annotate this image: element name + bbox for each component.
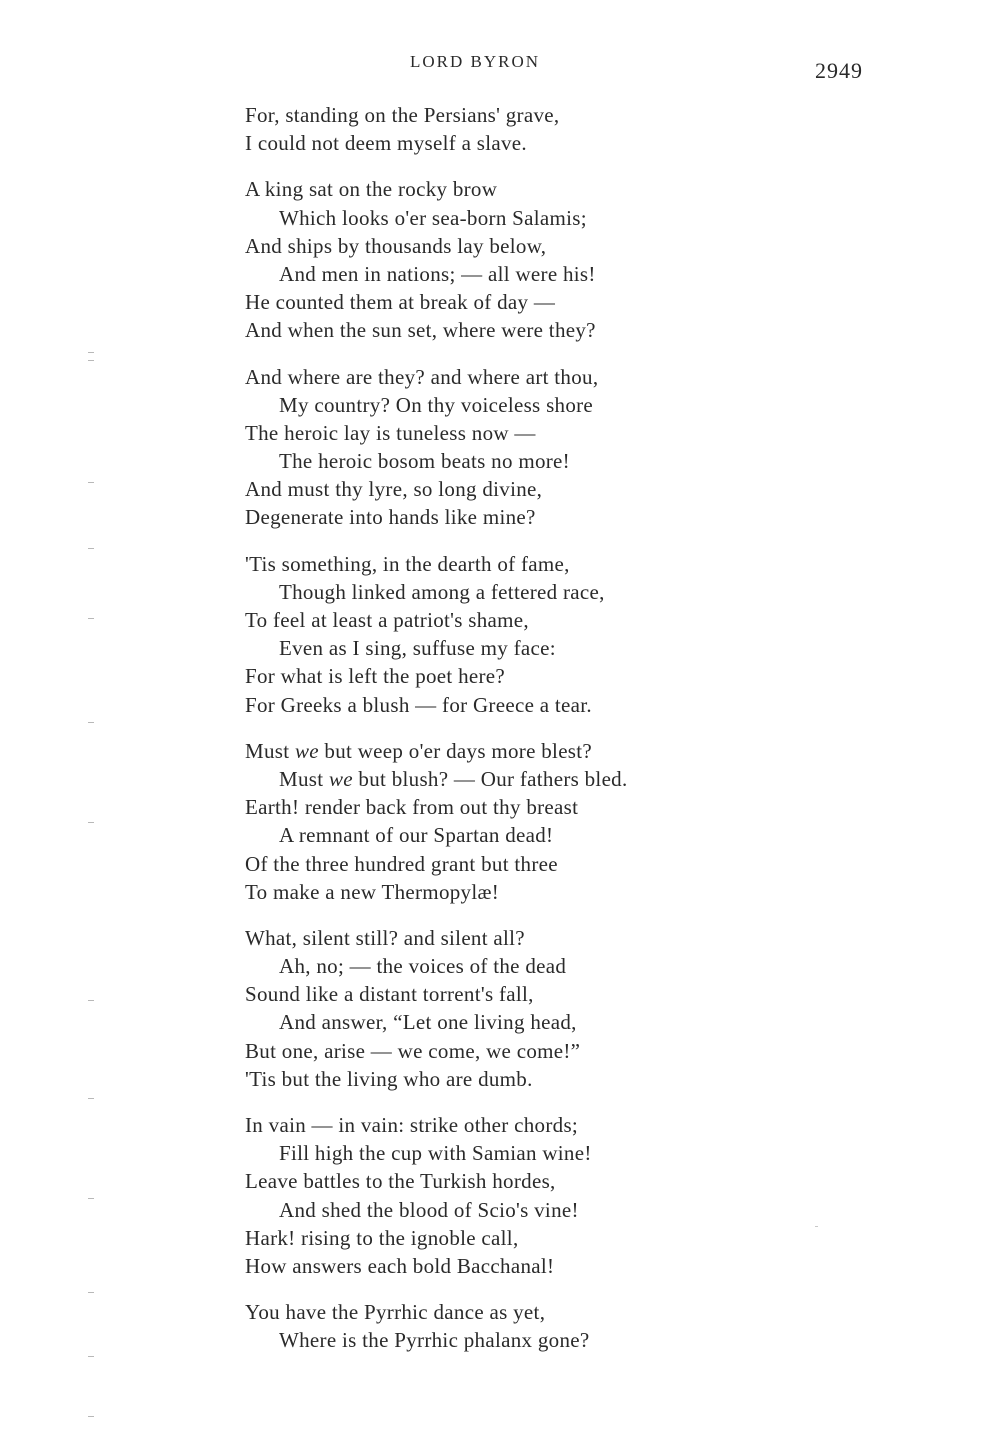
stanza <box>245 1298 805 1354</box>
poem-line: You have the Pyrrhic dance as yet, <box>245 1300 546 1325</box>
page-speck <box>815 1226 818 1227</box>
poem-body <box>245 101 805 1373</box>
poem-line: How answers each bold Bacchanal! <box>245 1253 555 1278</box>
poem-line: The heroic lay is tuneless now — <box>245 420 536 445</box>
poem-line: Sound like a distant torrent's fall, <box>245 982 534 1007</box>
poem-line: 'Tis something, in the dearth of fame, <box>245 551 570 576</box>
poem-line: A remnant of our Spartan dead! <box>279 823 554 848</box>
poem-line: Which looks o'er sea-born Salamis; <box>279 205 587 230</box>
poem-line: 'Tis but the living who are dumb. <box>245 1066 533 1091</box>
running-head: LORD BYRON <box>409 52 541 71</box>
poem-line: To feel at least a patriot's shame, <box>245 608 529 632</box>
poem-line: My country? On thy voiceless shore <box>279 392 594 417</box>
poem-line: But one, arise — we come, we come!” <box>245 1038 581 1063</box>
stanza <box>245 924 805 1093</box>
poem-line: Though linked among a fettered race, <box>279 579 605 604</box>
poem-line: And answer, “Let one living head, <box>279 1010 577 1035</box>
poem-line: Even as I sing, suffuse my face: <box>279 636 556 661</box>
poem-line: Degenerate into hands like mine? <box>245 505 536 530</box>
poem-line: Hark! rising to the ignoble call, <box>245 1225 519 1250</box>
stanza <box>245 363 805 532</box>
poem-line: Must we but blush? — Our fathers bled. <box>279 766 628 791</box>
poem-line: Must we but weep o'er days more blest? <box>245 738 593 763</box>
poem-line: Earth! render back from out thy breast <box>245 795 579 820</box>
poem-line: For Greeks a blush — for Greece a tear. <box>245 692 592 717</box>
poem-line: He counted them at break of day — <box>245 290 556 315</box>
poem-line: And shed the blood of Scio's vine! <box>279 1197 579 1222</box>
poem-line: I could not deem myself a slave. <box>245 131 527 156</box>
margin-specks <box>88 0 100 1440</box>
poem-line: And men in nations; — all were his! <box>279 261 596 286</box>
stanza <box>245 101 805 157</box>
poem-line: What, silent still? and silent all? <box>245 925 525 950</box>
stanza <box>245 175 805 344</box>
poem-line: And where are they? and where art thou, <box>245 364 599 389</box>
poem-line: To make a new Thermopylæ! <box>245 879 500 904</box>
poem-line: Fill high the cup with Samian wine! <box>279 1141 592 1166</box>
stanza <box>245 737 805 906</box>
stanza <box>245 550 805 719</box>
poem-line: Leave battles to the Turkish hordes, <box>245 1169 556 1194</box>
poem-line: And when the sun set, where were they? <box>245 318 596 343</box>
poem-line: Of the three hundred grant but three <box>245 851 558 876</box>
page-number: 2949 <box>815 58 863 83</box>
stanza <box>245 1111 805 1280</box>
poem-line: A king sat on the rocky brow <box>245 177 498 202</box>
poem-line: And must thy lyre, so long divine, <box>245 477 543 502</box>
poem-line: And ships by thousands lay below, <box>245 233 547 258</box>
poem-line: Ah, no; — the voices of the dead <box>279 954 567 979</box>
poem-line: The heroic bosom beats no more! <box>279 449 570 474</box>
poem-line: Where is the Pyrrhic phalanx gone? <box>279 1328 590 1353</box>
poem-line: For, standing on the Persians' grave, <box>245 103 560 127</box>
poem-line: For what is left the poet here? <box>245 664 506 689</box>
poem-line: In vain — in vain: strike other chords; <box>245 1113 579 1137</box>
